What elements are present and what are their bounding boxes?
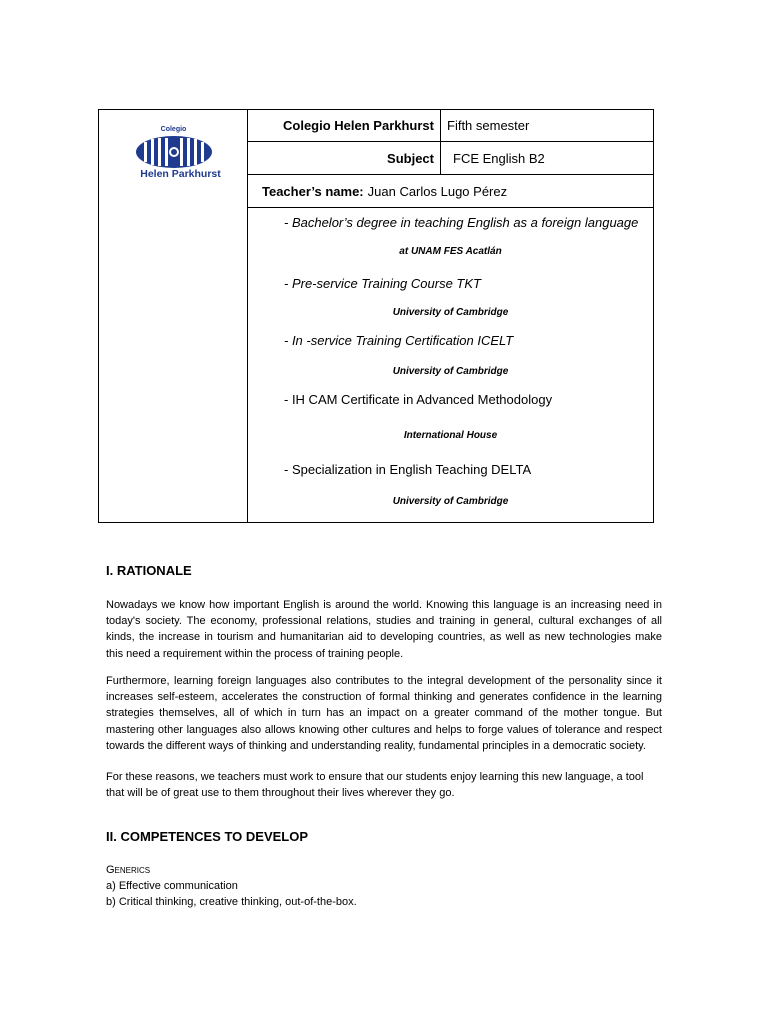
semester-value: Fifth semester — [447, 118, 530, 133]
rationale-heading: I. RATIONALE — [106, 563, 192, 578]
credential-institution: University of Cambridge — [392, 366, 509, 377]
generics-label: Generics — [106, 864, 151, 876]
credential-title: - Bachelor’s degree in teaching English as a foreign language — [284, 215, 639, 230]
header-table — [98, 109, 654, 523]
credential-title: - Pre-service Training Course TKT — [284, 276, 481, 291]
teacher-name: Juan Carlos Lugo Pérez — [367, 183, 508, 199]
credential-institution: University of Cambridge — [392, 496, 509, 507]
credential-institution: University of Cambridge — [392, 307, 509, 318]
credential-institution: International House — [403, 430, 498, 441]
subject-value: FCE English B2 — [453, 150, 545, 166]
rationale-paragraph: Furthermore, learning foreign languages also contributes to the integral development of the personality since it increases self-esteem, accelerates the construction of formal thinking and generates confidence in the learning strategies themselves, all of which in turn has an impact on a greater command of the mother tongue. But mastering other languages also allows knowing other cultures and helps to forge values of tolerance and respect towards the different ways of thinking and understanding reality, fundamental principles in a democratic society. — [106, 675, 662, 752]
credential-title: - IH CAM Certificate in Advanced Methodology — [284, 392, 553, 407]
credential-title: - In -service Training Certification ICELT — [284, 333, 514, 348]
school-name: Colegio Helen Parkhurst — [248, 110, 441, 141]
competence-item: a) Effective communication — [106, 880, 238, 892]
competence-item: b) Critical thinking, creative thinking, out-of-the-box. — [106, 896, 357, 908]
subject-row — [248, 142, 653, 175]
rationale-paragraph: Nowadays we know how important English is around the world. Knowing this language is an increasing need in today's society. The economy, professional relations, studies and training in general, cultural exchanges of all kinds, the increase in tourism and humanitarian aid to developing countries, as well as new technologies make this need a requirement within the process of training people. — [106, 599, 662, 660]
rationale-paragraph: For these reasons, we teachers must work to ensure that our students enjoy learning this new language, a tool that will be of great use to them throughout their lives wherever they go. — [106, 771, 644, 800]
teacher-row — [248, 175, 653, 208]
teacher-label: Teacher’s name: — [262, 183, 364, 199]
school-logo-icon — [135, 135, 213, 169]
logo-top-text: Colegio — [160, 126, 187, 133]
credential-institution: at UNAM FES Acatlán — [399, 246, 502, 257]
credential-title: - Specialization in English Teaching DELTA — [284, 462, 532, 477]
competences-heading: II. COMPETENCES TO DEVELOP — [106, 829, 309, 844]
school-row — [248, 110, 653, 142]
logo-bottom-text: Helen Parkhurst — [140, 168, 221, 180]
teacher-line — [262, 175, 507, 207]
logo-cell — [99, 110, 248, 522]
subject-label: Subject — [248, 142, 441, 174]
credentials-area — [248, 208, 653, 522]
